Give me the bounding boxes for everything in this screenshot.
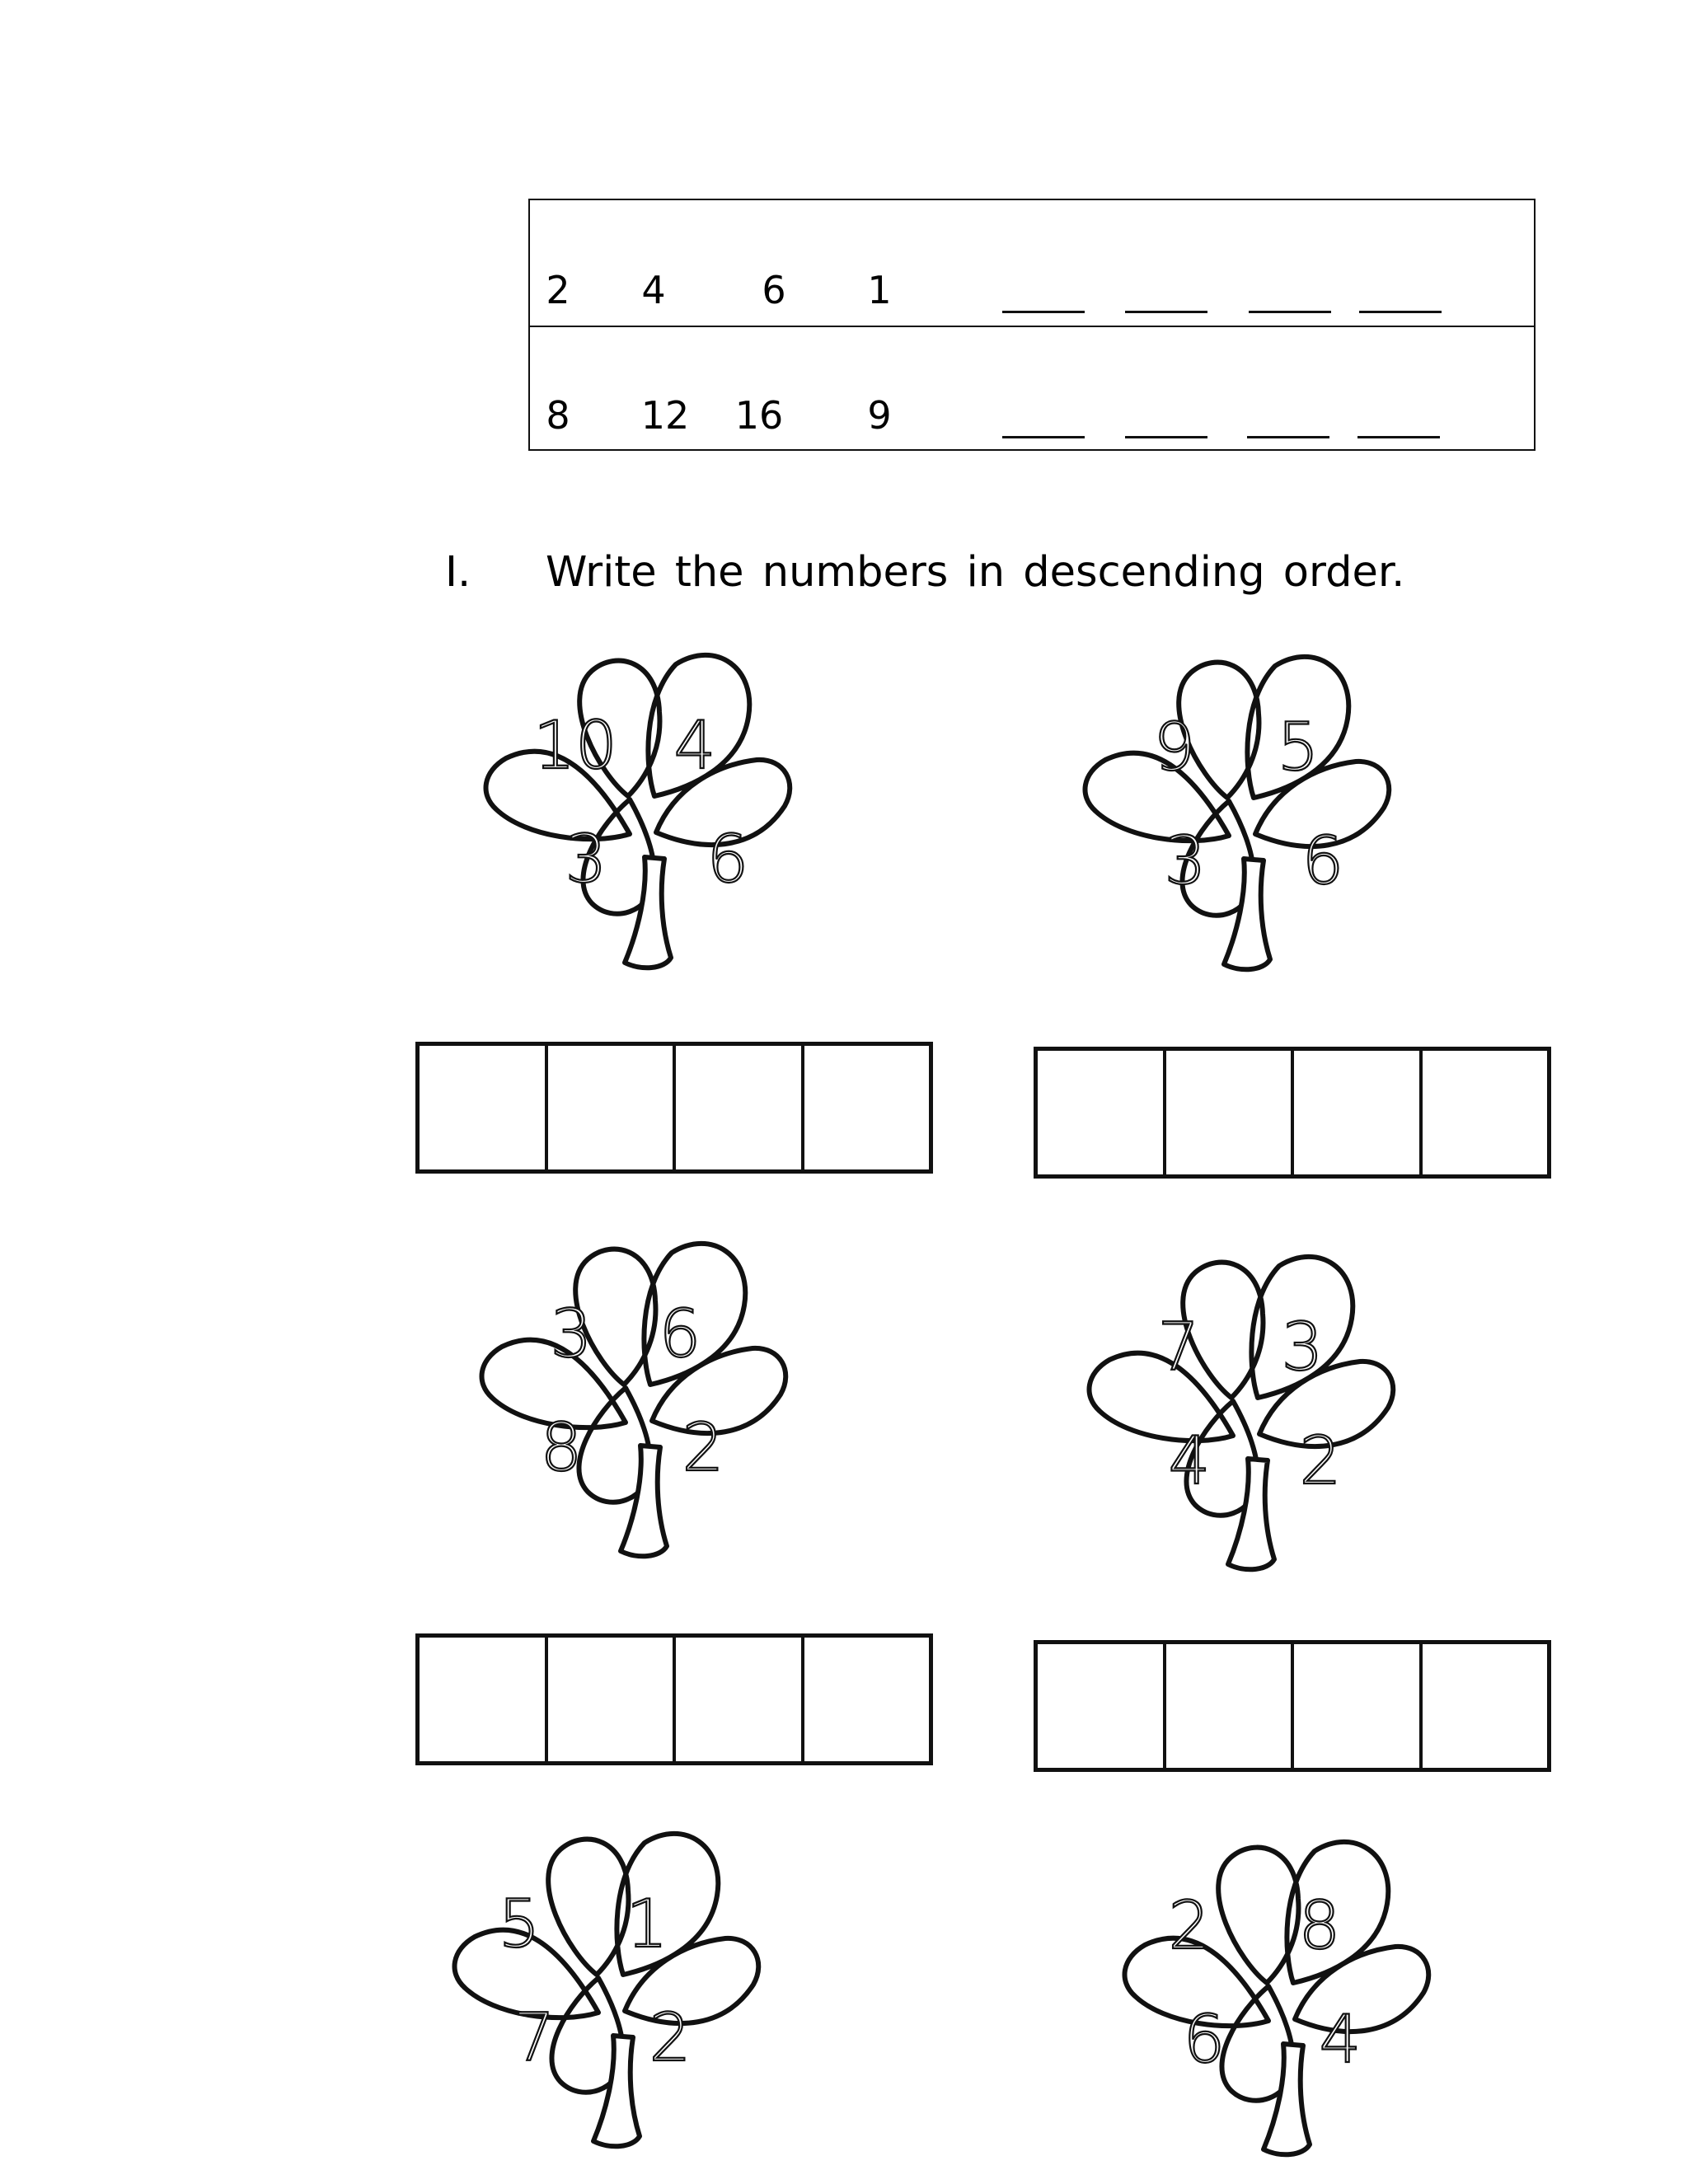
clover-number: 3 bbox=[1164, 823, 1207, 899]
clover-shape bbox=[455, 1834, 759, 2146]
answer-box[interactable] bbox=[676, 1046, 804, 1169]
clover bbox=[1071, 1244, 1418, 1591]
answer-box[interactable] bbox=[804, 1638, 930, 1761]
clover-number: 4 bbox=[1168, 1422, 1211, 1499]
answer-boxes bbox=[1034, 1047, 1551, 1179]
answer-boxes bbox=[1034, 1640, 1551, 1772]
clover-drawing bbox=[1071, 1244, 1418, 1591]
clover-number: 3 bbox=[550, 1296, 593, 1372]
clover-number: 2 bbox=[682, 1409, 724, 1486]
clover-number: 2 bbox=[649, 1999, 692, 2076]
answer-box[interactable] bbox=[420, 1638, 548, 1761]
clover-number: 8 bbox=[540, 1409, 583, 1486]
clover-number: 6 bbox=[659, 1296, 701, 1372]
clover-shape bbox=[486, 655, 790, 968]
answer-blank[interactable] bbox=[1125, 311, 1207, 313]
clover-number: 4 bbox=[1319, 2001, 1362, 2078]
clover-number: 6 bbox=[706, 821, 749, 898]
clover-drawing bbox=[437, 1821, 783, 2168]
clover bbox=[464, 1231, 810, 1577]
clover-number: 9 bbox=[1153, 709, 1196, 785]
clover-shape bbox=[482, 1244, 786, 1556]
clover-number: 6 bbox=[1301, 823, 1344, 899]
sequence-number: 2 bbox=[546, 268, 570, 312]
sequence-row-2 bbox=[530, 326, 1534, 451]
answer-box[interactable] bbox=[548, 1046, 677, 1169]
clover-number: 5 bbox=[498, 1886, 541, 1962]
sequence-number: 6 bbox=[762, 268, 786, 312]
sequence-number: 8 bbox=[546, 393, 570, 438]
answer-box[interactable] bbox=[1294, 1051, 1423, 1174]
sequence-number: 12 bbox=[640, 393, 690, 438]
clover-number: 3 bbox=[565, 821, 607, 898]
clover-number: 7 bbox=[513, 1999, 556, 2076]
clover-number: 2 bbox=[1299, 1422, 1342, 1499]
answer-box[interactable] bbox=[548, 1638, 677, 1761]
clover-drawing bbox=[1107, 1830, 1453, 2176]
answer-blank[interactable] bbox=[1002, 311, 1085, 313]
answer-blank[interactable] bbox=[1249, 311, 1331, 313]
clover bbox=[437, 1821, 783, 2168]
sequence-table bbox=[528, 199, 1536, 451]
answer-blank[interactable] bbox=[1125, 436, 1207, 438]
section-number: I. bbox=[445, 548, 471, 597]
answer-box[interactable] bbox=[1038, 1051, 1166, 1174]
answer-box[interactable] bbox=[420, 1046, 548, 1169]
clover bbox=[468, 643, 814, 989]
clover-number: 7 bbox=[1157, 1309, 1200, 1385]
clover-drawing bbox=[1067, 644, 1414, 991]
sequence-number: 16 bbox=[734, 393, 784, 438]
clover-number: 6 bbox=[1183, 2001, 1226, 2078]
clover-shape bbox=[1090, 1257, 1394, 1569]
answer-box[interactable] bbox=[1423, 1051, 1548, 1174]
answer-box[interactable] bbox=[1423, 1644, 1548, 1768]
answer-box[interactable] bbox=[1166, 1644, 1295, 1768]
answer-box[interactable] bbox=[1038, 1644, 1166, 1768]
clover-number: 4 bbox=[673, 707, 716, 784]
answer-blank[interactable] bbox=[1357, 436, 1440, 438]
clover-number: 5 bbox=[1277, 709, 1320, 785]
clover-drawing bbox=[468, 643, 814, 989]
clover-number: 1 bbox=[626, 1886, 668, 1962]
answer-blank[interactable] bbox=[1359, 311, 1442, 313]
clover-drawing bbox=[464, 1231, 810, 1577]
answer-box[interactable] bbox=[804, 1046, 930, 1169]
clover-number: 3 bbox=[1281, 1309, 1324, 1385]
section-instruction: Write the numbers in descending order. bbox=[546, 548, 1405, 597]
answer-blank[interactable] bbox=[1247, 436, 1329, 438]
clover-number: 10 bbox=[533, 707, 617, 784]
answer-box[interactable] bbox=[1294, 1644, 1423, 1768]
answer-box[interactable] bbox=[1166, 1051, 1295, 1174]
clover-number: 2 bbox=[1168, 1887, 1211, 1964]
sequence-row-1 bbox=[530, 200, 1534, 327]
answer-blank[interactable] bbox=[1002, 436, 1085, 438]
sequence-number: 9 bbox=[867, 393, 892, 438]
answer-box[interactable] bbox=[676, 1638, 804, 1761]
sequence-number: 1 bbox=[867, 268, 892, 312]
clover bbox=[1107, 1830, 1453, 2176]
clover-shape bbox=[1085, 657, 1390, 969]
sequence-number: 4 bbox=[641, 268, 666, 312]
clover-number: 8 bbox=[1298, 1887, 1341, 1964]
clover bbox=[1067, 644, 1414, 991]
answer-boxes bbox=[415, 1042, 933, 1174]
answer-boxes bbox=[415, 1633, 933, 1765]
